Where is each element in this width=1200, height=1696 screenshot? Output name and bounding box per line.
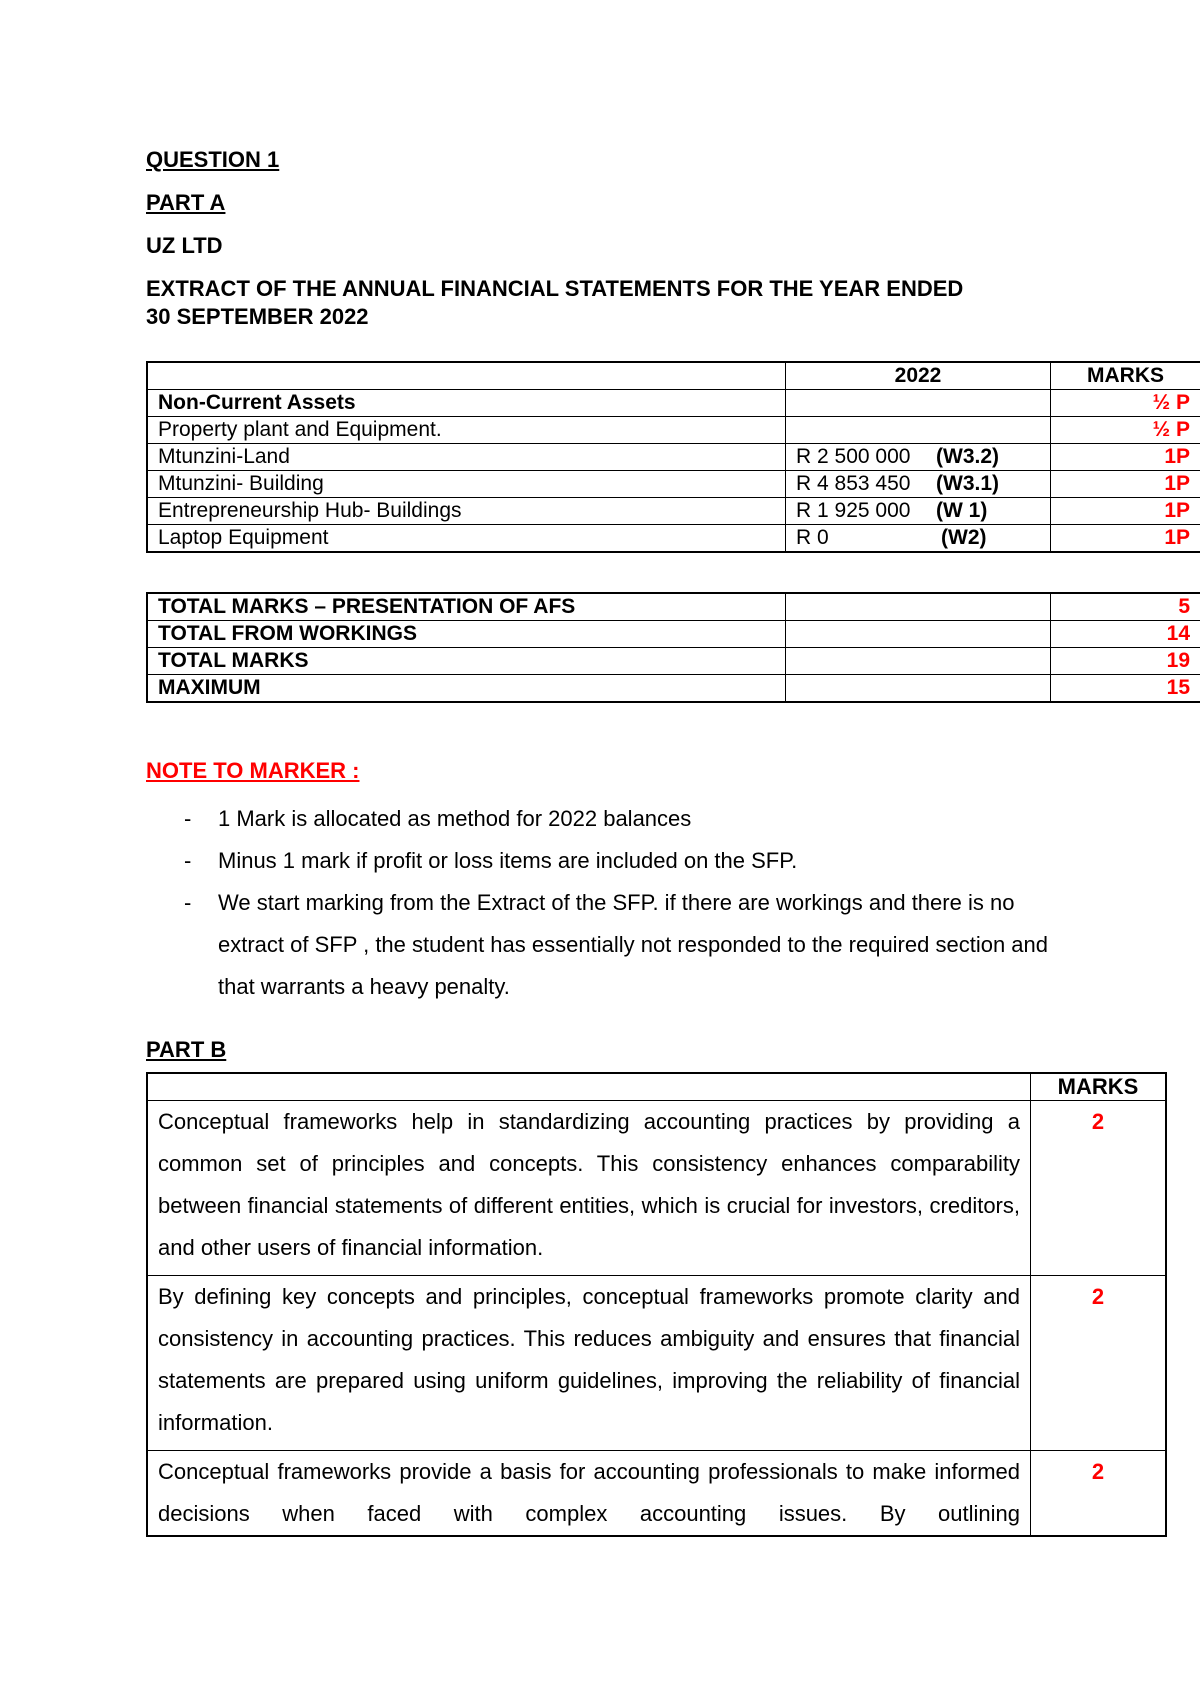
row-label: Mtunzini-Land xyxy=(147,444,786,471)
table-row xyxy=(147,525,1200,553)
totals-empty xyxy=(786,621,1051,648)
totals-row xyxy=(147,621,1200,648)
row-mark: 2 xyxy=(1031,1101,1167,1276)
row-amount: R 2 500 000 xyxy=(796,445,911,468)
list-item xyxy=(146,840,1076,882)
row-label: Non-Current Assets xyxy=(147,390,786,417)
totals-label: TOTAL MARKS xyxy=(147,648,786,675)
row-working-ref: (W3.1) xyxy=(936,472,999,495)
row-amount-cell xyxy=(786,471,1051,498)
table-row xyxy=(147,390,1200,417)
table-row xyxy=(147,417,1200,444)
row-label: Entrepreneurship Hub- Buildings xyxy=(147,498,786,525)
part-b-heading: PART B xyxy=(146,1037,227,1062)
row-amount-cell xyxy=(786,498,1051,525)
row-text: Conceptual frameworks help in standardizing accounting practices by providing a common set of principles and concepts. This consistency enhances comparability between financial statements of different entities, which is crucial for investors, creditors, and other users of financial information. xyxy=(147,1101,1031,1276)
company-name: UZ LTD xyxy=(146,233,223,258)
part-a-heading: PART A xyxy=(146,190,226,215)
totals-row xyxy=(147,675,1200,703)
totals-table xyxy=(146,592,1200,703)
totals-row xyxy=(147,648,1200,675)
row-amount xyxy=(786,390,1051,417)
row-label: Property plant and Equipment. xyxy=(147,417,786,444)
header-cell-marks: MARKS xyxy=(1031,1073,1167,1101)
row-amount xyxy=(786,417,1051,444)
totals-label: TOTAL MARKS – PRESENTATION OF AFS xyxy=(147,593,786,621)
table-header-row xyxy=(147,1073,1166,1101)
row-amount: R 1 925 000 xyxy=(796,499,911,522)
row-mark: ½ P xyxy=(1051,417,1200,444)
dash-bullet-icon: - xyxy=(184,806,192,831)
totals-value: 19 xyxy=(1051,648,1200,675)
totals-label: MAXIMUM xyxy=(147,675,786,703)
totals-empty xyxy=(786,648,1051,675)
table-header-row xyxy=(147,362,1200,390)
dash-bullet-icon: - xyxy=(184,890,192,915)
row-amount: R 0 xyxy=(796,526,829,549)
row-mark: 1P xyxy=(1051,444,1200,471)
row-mark: 1P xyxy=(1051,525,1200,553)
row-amount-cell xyxy=(786,525,1051,553)
row-label: Mtunzini- Building xyxy=(147,471,786,498)
totals-label: TOTAL FROM WORKINGS xyxy=(147,621,786,648)
table-row xyxy=(147,1451,1166,1537)
header-cell-marks: MARKS xyxy=(1051,362,1200,390)
dash-bullet-icon: - xyxy=(184,848,192,873)
row-working-ref: (W 1) xyxy=(936,499,988,522)
table-row xyxy=(147,1101,1166,1276)
totals-empty xyxy=(786,593,1051,621)
list-item-text: Minus 1 mark if profit or loss items are included on the SFP. xyxy=(218,848,798,873)
row-working-ref: (W2) xyxy=(941,526,987,549)
header-cell-text xyxy=(147,1073,1031,1101)
table-row xyxy=(147,498,1200,525)
note-to-marker-heading: NOTE TO MARKER : xyxy=(146,758,360,783)
row-mark: 2 xyxy=(1031,1276,1167,1451)
table-row xyxy=(147,471,1200,498)
list-item xyxy=(146,798,1076,840)
totals-value: 15 xyxy=(1051,675,1200,703)
list-item-text: 1 Mark is allocated as method for 2022 balances xyxy=(218,806,692,831)
row-label: Laptop Equipment xyxy=(147,525,786,553)
sfp-extract-table xyxy=(146,361,1200,553)
header-cell-year: 2022 xyxy=(786,362,1051,390)
table-row xyxy=(147,1276,1166,1451)
header-cell-label xyxy=(147,362,786,390)
totals-empty xyxy=(786,675,1051,703)
list-item xyxy=(146,882,1076,1008)
row-text: Conceptual frameworks provide a basis for accounting professionals to make informed decisions when faced with complex accounting issues. By outlining xyxy=(147,1451,1031,1537)
list-item-text: We start marking from the Extract of the SFP. if there are workings and there is no extract of SFP , the student has essentially not responded to the required section and that warrants a heavy penalty. xyxy=(218,890,1048,999)
question-heading: QUESTION 1 xyxy=(146,147,280,172)
row-mark: ½ P xyxy=(1051,390,1200,417)
row-mark: 1P xyxy=(1051,471,1200,498)
row-mark: 2 xyxy=(1031,1451,1167,1537)
totals-value: 5 xyxy=(1051,593,1200,621)
row-amount-cell xyxy=(786,444,1051,471)
table-row xyxy=(147,444,1200,471)
row-mark: 1P xyxy=(1051,498,1200,525)
statement-title-line2: 30 SEPTEMBER 2022 xyxy=(146,304,369,329)
row-text: By defining key concepts and principles, conceptual frameworks promote clarity and consistency in accounting practices. This reduces ambiguity and ensures that financial statements are prepared using uniform guidelines, improving the reliability of financial information. xyxy=(147,1276,1031,1451)
row-amount: R 4 853 450 xyxy=(796,472,911,495)
statement-title-line1: EXTRACT OF THE ANNUAL FINANCIAL STATEMENTS FOR THE YEAR ENDED xyxy=(146,276,964,301)
totals-row xyxy=(147,593,1200,621)
part-b-table xyxy=(146,1072,1167,1537)
totals-value: 14 xyxy=(1051,621,1200,648)
note-list xyxy=(146,798,1076,1008)
row-working-ref: (W3.2) xyxy=(936,445,999,468)
